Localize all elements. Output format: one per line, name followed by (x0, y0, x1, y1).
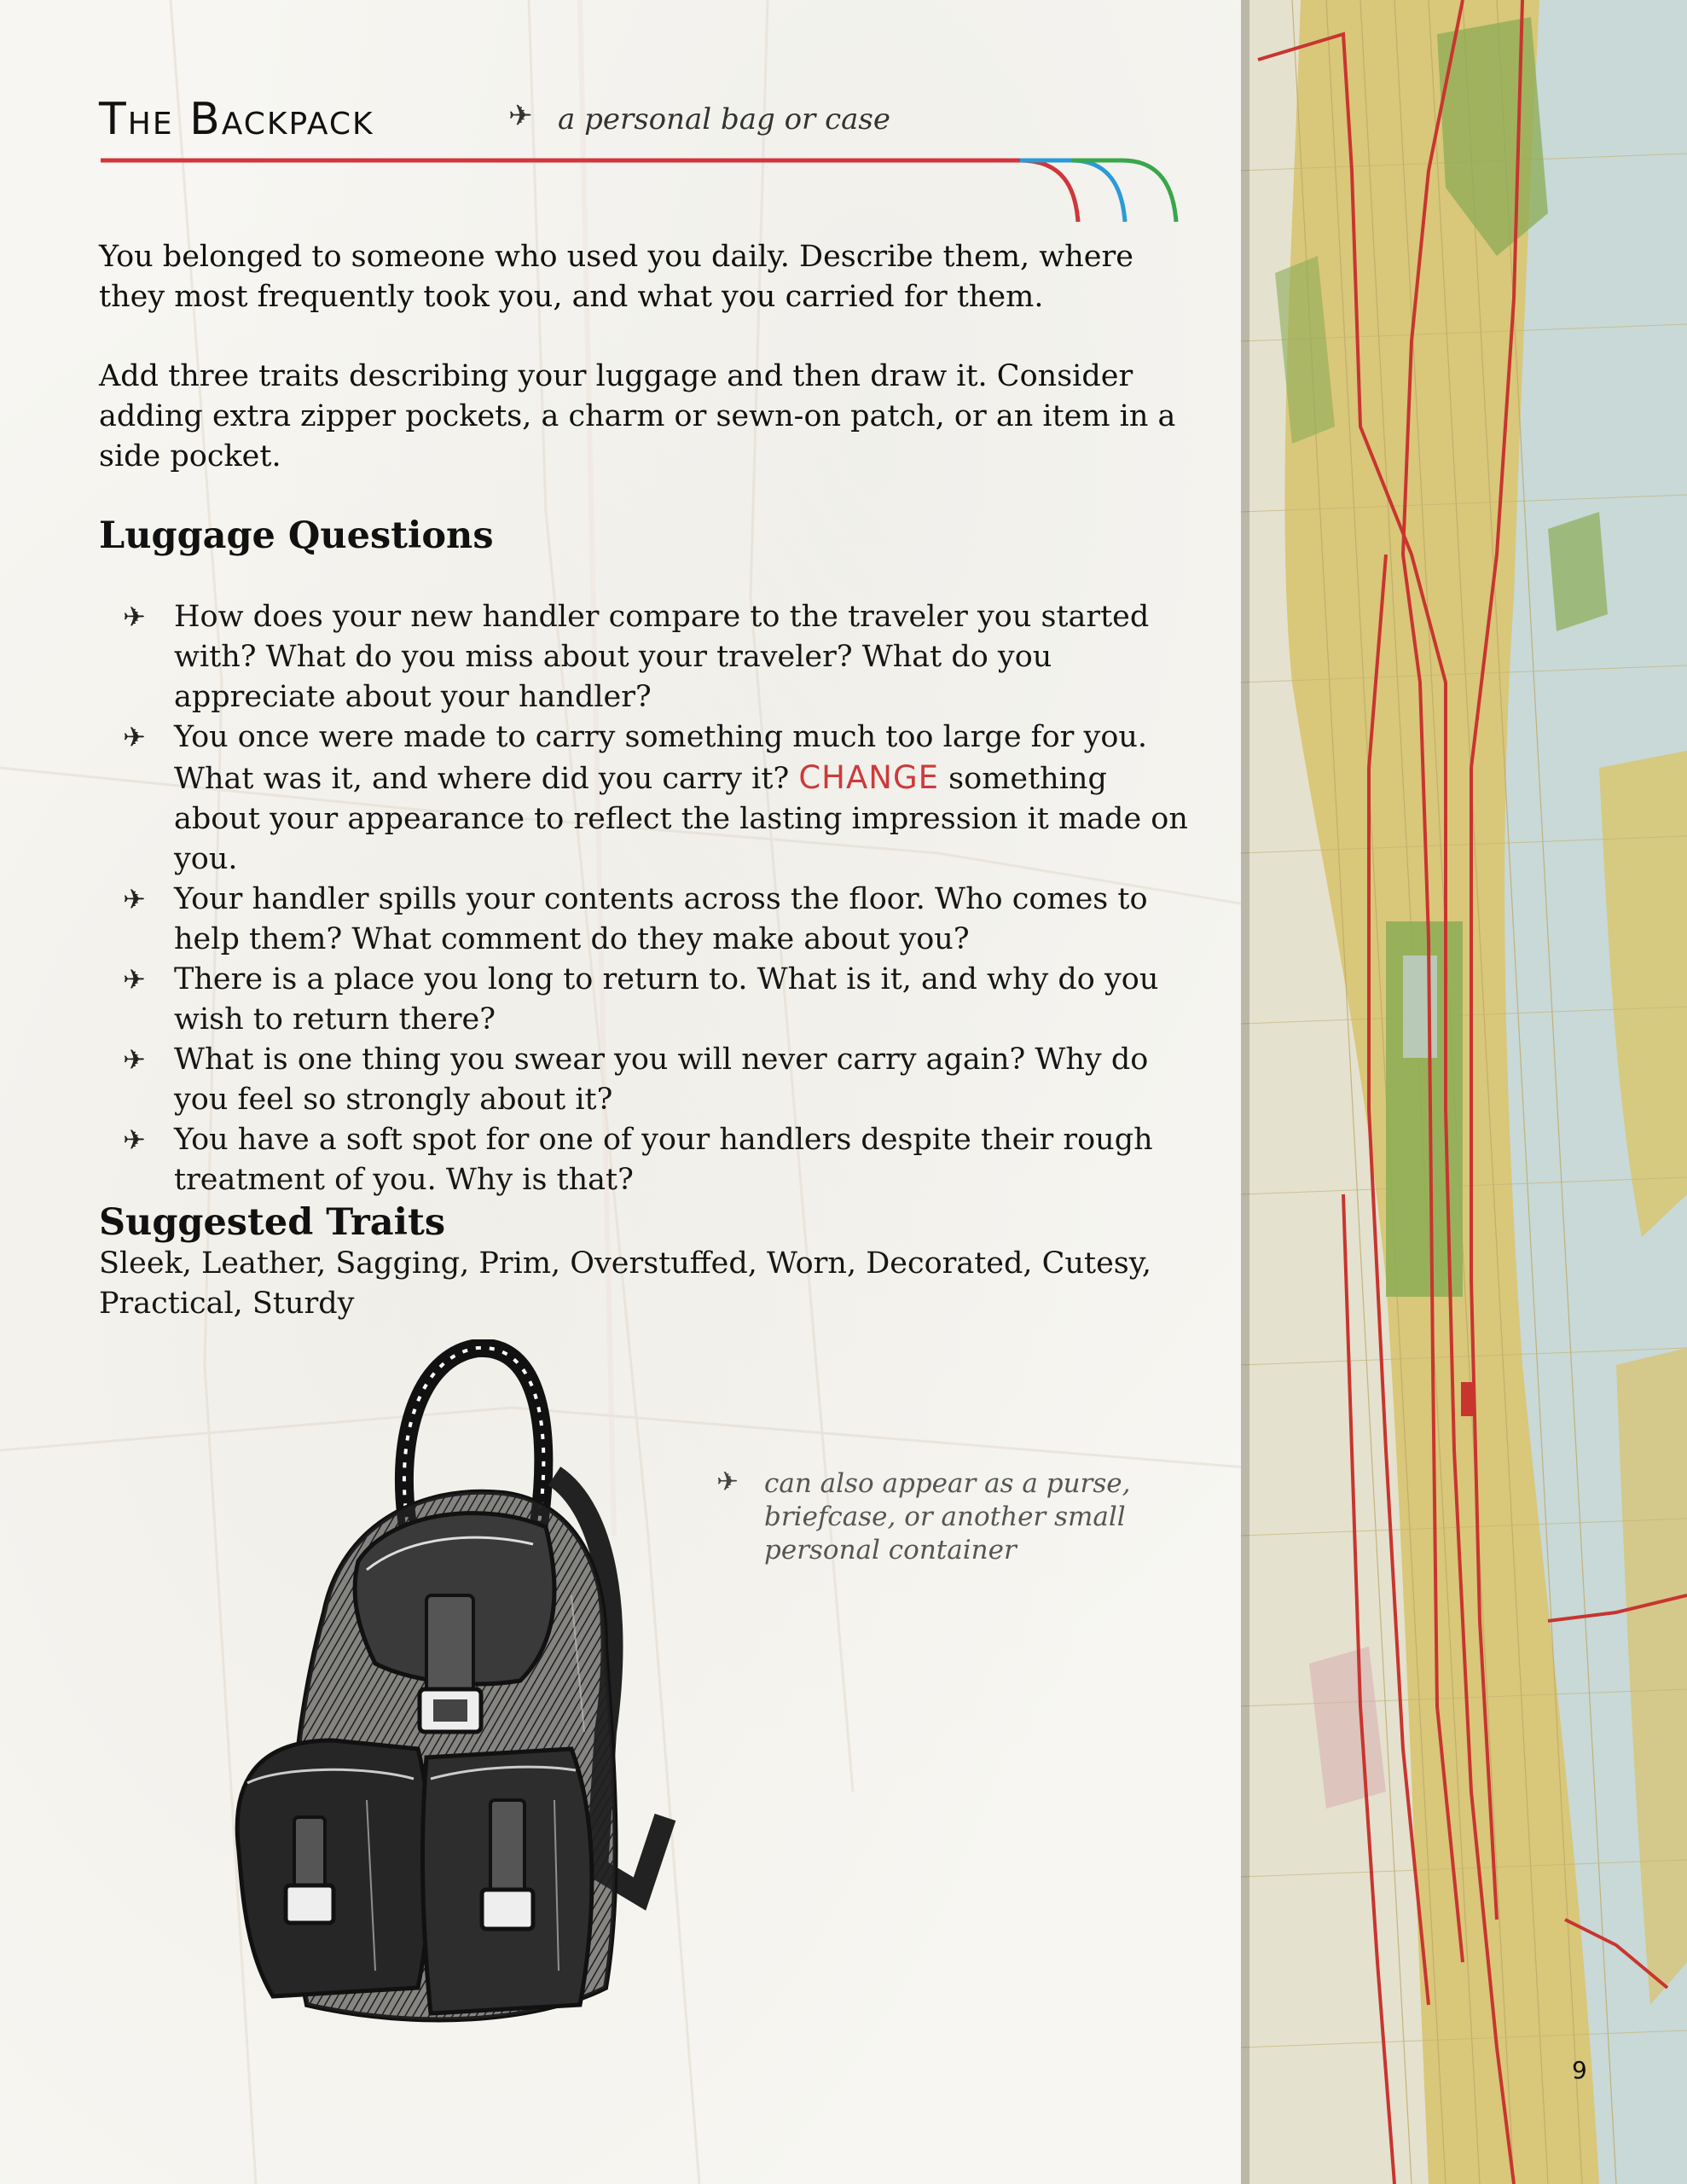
question-text-after: something about your appearance to reflect the lasting impression it made on you. (174, 762, 1188, 876)
airplane-bullet-icon: ✈ (123, 1043, 146, 1076)
intro-paragraph-1: You belonged to someone who used you daily. Describe them, where they most frequently took you, and what you carried for them. (99, 240, 1133, 314)
map-panel (1241, 0, 1687, 2184)
suggested-traits-heading: Suggested Traits (99, 1201, 446, 1244)
question-item (119, 960, 1194, 1040)
airplane-bullet-icon: ✈ (123, 601, 146, 633)
intro-paragraph-2: Add three traits describing your luggage and then draw it. Consider adding extra zipper pockets, a charm or sewn-on patch, or an item in a side pocket. (99, 359, 1176, 473)
page-title: The Backpack (99, 94, 374, 145)
luggage-questions-heading: Luggage Questions (99, 514, 494, 557)
airplane-icon: ✈ (508, 99, 533, 133)
question-text: You have a soft spot for one of your handlers despite their rough treatment of you. Why is that? (174, 1123, 1153, 1197)
airplane-bullet-icon: ✈ (123, 883, 146, 915)
page-number: 9 (1572, 2056, 1587, 2084)
page-subtitle: a personal bag or case (558, 102, 891, 136)
map-illustration (1241, 0, 1687, 2184)
change-keyword: CHANGE (798, 759, 940, 796)
question-text: Your handler spills your contents across the floor. Who comes to help them? What comment do they make about you? (174, 882, 1148, 956)
question-text-before: You once were made to carry something much too large for you. What was it, and where did you carry it? (174, 720, 1148, 796)
airplane-icon: ✈ (716, 1467, 739, 1497)
backpack-illustration (196, 1339, 742, 2048)
traits-list: Sleek, Leather, Sagging, Prim, Overstuffed, Worn, Decorated, Cutesy, Practical, Sturdy (99, 1246, 1151, 1321)
airplane-bullet-icon: ✈ (123, 1124, 146, 1156)
question-text: There is a place you long to return to. What is it, and why do you wish to return there? (174, 962, 1159, 1037)
question-item (119, 597, 1194, 717)
question-item (119, 1040, 1194, 1120)
question-text: How does your new handler compare to the traveler you started with? What do you miss about your traveler? What do you appreciate about your handler? (174, 600, 1150, 714)
airplane-bullet-icon: ✈ (123, 721, 146, 753)
airplane-bullet-icon: ✈ (123, 963, 146, 996)
side-note (716, 1467, 1160, 1567)
question-item (119, 717, 1194, 880)
question-item (119, 1120, 1194, 1200)
question-text: What is one thing you swear you will never carry again? Why do you feel so strongly about it? (174, 1043, 1149, 1117)
questions-list (119, 597, 1194, 1200)
question-item (119, 880, 1194, 960)
header-rule (99, 154, 1199, 230)
side-note-text: can also appear as a purse, briefcase, or another small personal container (764, 1468, 1131, 1565)
